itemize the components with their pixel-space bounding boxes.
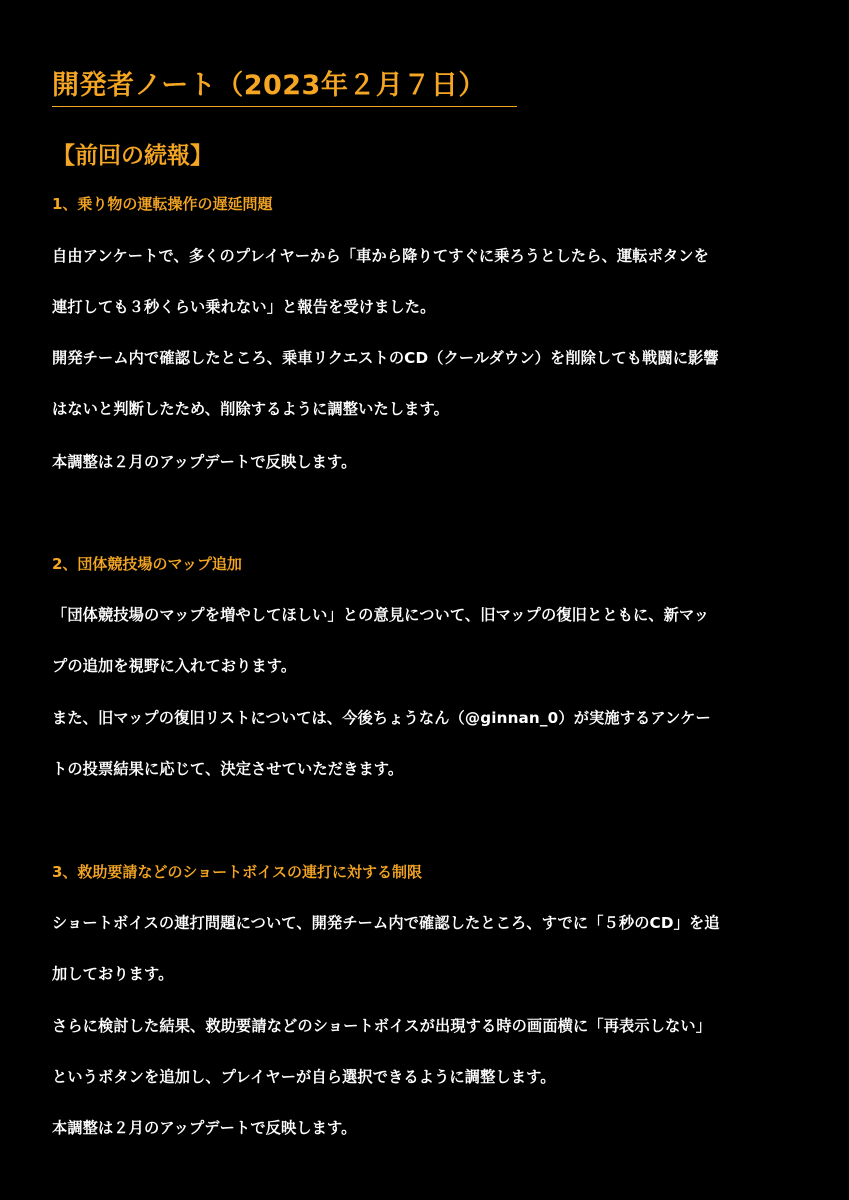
section-3-line-5: 本調整は２月のアップデートで反映します。 <box>52 1119 357 1137</box>
section-2-heading: 2、団体競技場のマップ追加 <box>52 555 242 573</box>
section-3-heading: 3、救助要請などのショートボイスの連打に対する制限 <box>52 863 422 881</box>
section-3-line-4: というボタンを追加し、プレイヤーが自ら選択できるように調整します。 <box>52 1068 556 1086</box>
section-3-line-3: さらに検討した結果、救助要請などのショートボイスが出現する時の画面横に「再表示しない」 <box>52 1017 712 1035</box>
section-3-line-1: ショートボイスの連打問題について、開発チーム内で確認したところ、すでに「５秒のCD」を追 <box>52 914 720 932</box>
section-group-heading: 【前回の続報】 <box>52 143 213 169</box>
section-2-line-3: また、旧マップの復旧リストについては、今後ちょうなん（@ginnan_0）が実施するアンケー <box>52 709 711 727</box>
section-1-line-4: はないと判断したため、削除するように調整いたします。 <box>52 400 449 418</box>
section-3-line-2: 加しております。 <box>52 965 174 983</box>
section-1-line-3: 開発チーム内で確認したところ、乗車リクエストのCD（クールダウン）を削除しても戦闘に影響 <box>52 349 719 367</box>
page-title: 開発者ノート（2023年２月７日） <box>52 66 517 107</box>
section-2-line-1: 「団体競技場のマップを増やしてほしい」との意見について、旧マップの復旧とともに、新マッ <box>52 606 710 624</box>
section-2-line-2: プの追加を視野に入れております。 <box>52 657 297 675</box>
section-2-line-4: トの投票結果に応じて、決定させていただきます。 <box>52 760 404 778</box>
section-1-line-1: 自由アンケートで、多くのプレイヤーから「車から降りてすぐに乗ろうとしたら、運転ボタンを <box>52 247 709 265</box>
section-1-line-5: 本調整は２月のアップデートで反映します。 <box>52 453 357 471</box>
section-1-line-2: 連打しても３秒くらい乗れない」と報告を受けました。 <box>52 298 436 316</box>
section-1-heading: 1、乗り物の運転操作の遅延問題 <box>52 195 273 213</box>
